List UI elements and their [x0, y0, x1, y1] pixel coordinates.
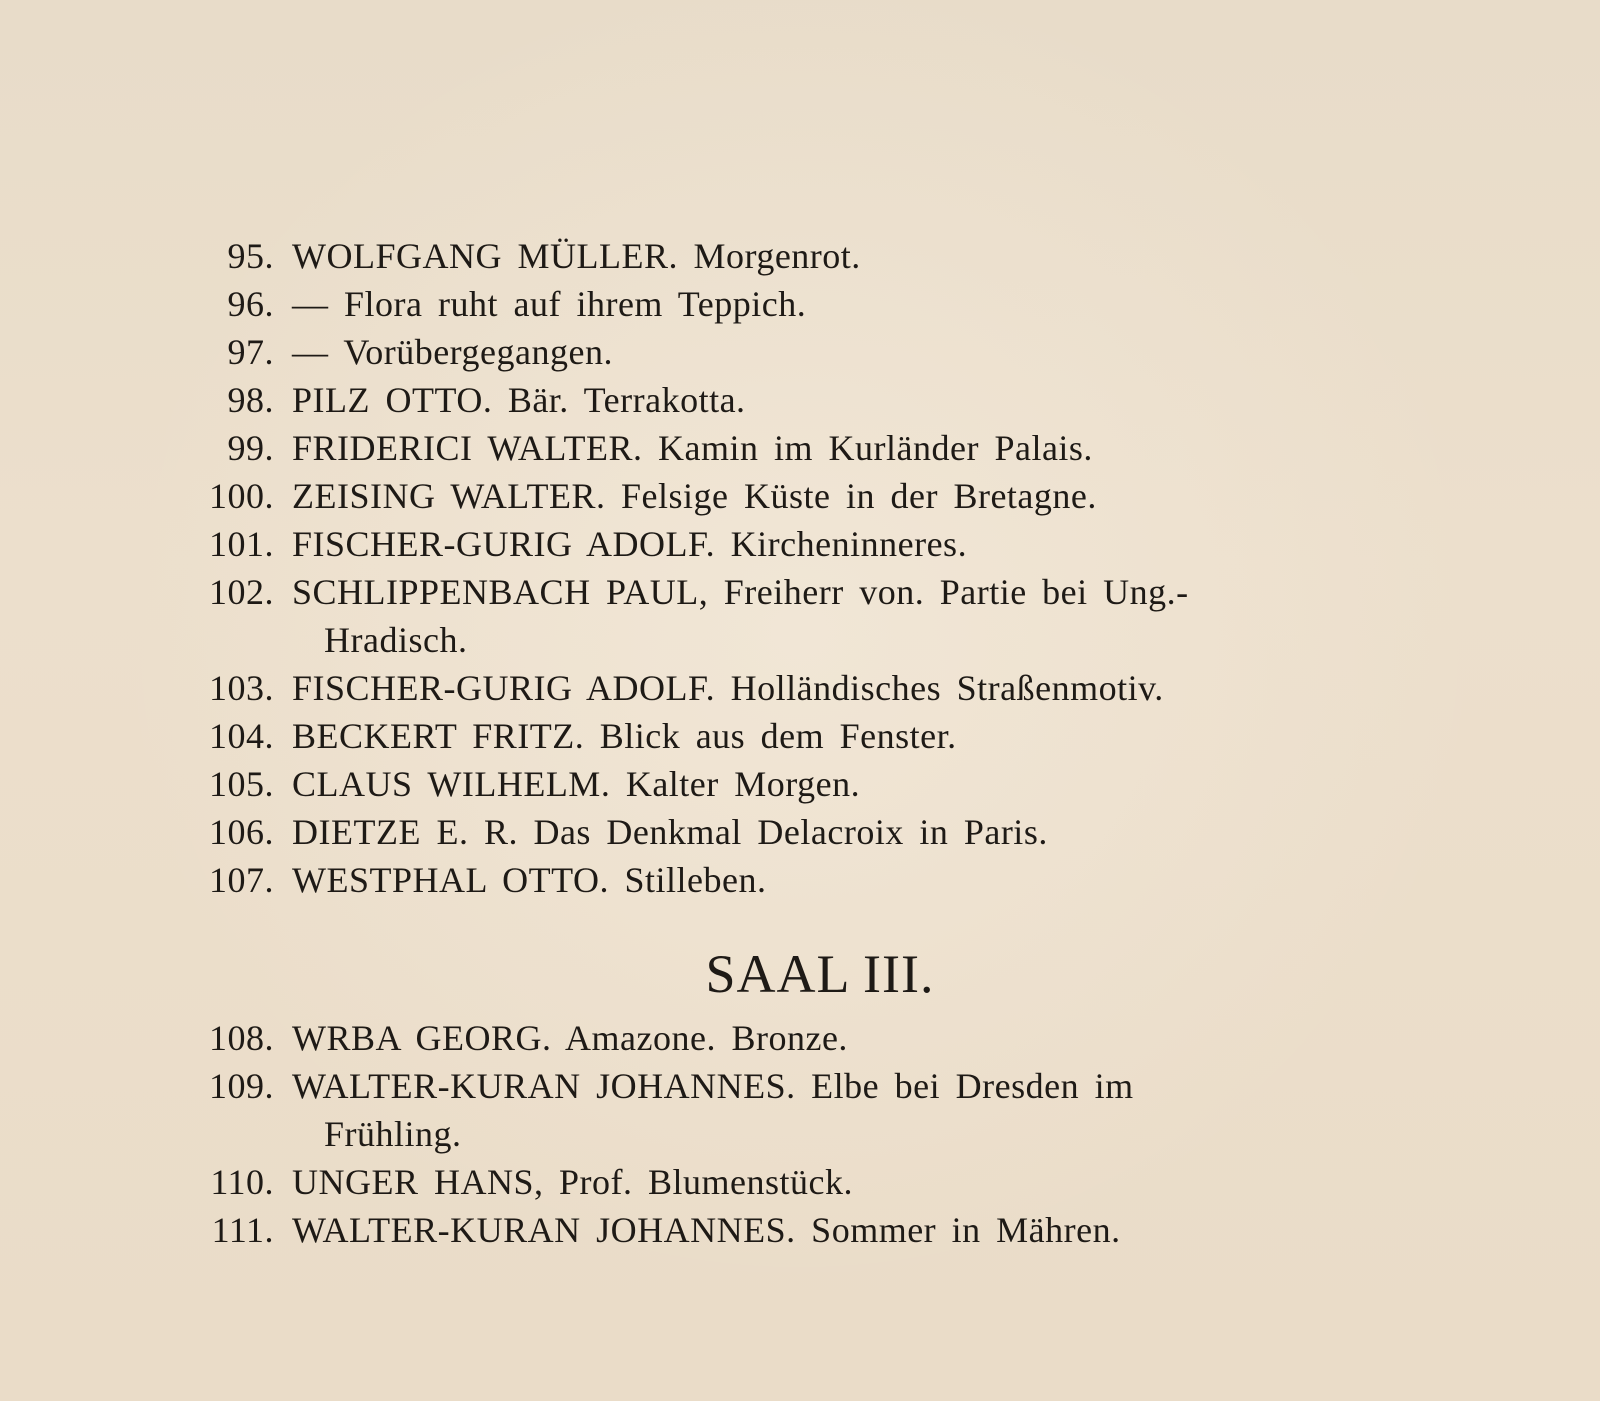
entry-text: FRIDERICI WALTER. Kamin im Kurländer Palais. — [292, 428, 1093, 468]
catalog-entry — [180, 376, 1360, 424]
catalog-entry — [180, 280, 1360, 328]
catalog-entry — [180, 856, 1360, 904]
entry-text: — Flora ruht auf ihrem Teppich. — [292, 284, 807, 324]
entry-number: 107. — [209, 860, 274, 900]
entry-number: 110. — [210, 1162, 274, 1202]
entry-text: PILZ OTTO. Bär. Terrakotta. — [292, 380, 746, 420]
entry-text: — Vorübergegangen. — [292, 332, 613, 372]
entry-number: 109. — [209, 1066, 274, 1106]
entry-number: 102. — [209, 572, 274, 612]
catalog-entry — [180, 1014, 1360, 1062]
entry-text: UNGER HANS, Prof. Blumenstück. — [292, 1162, 853, 1202]
entry-text-block — [292, 568, 1352, 664]
hall-heading: SAAL III. — [705, 944, 935, 1004]
catalog-entry — [180, 520, 1360, 568]
catalog-entry — [180, 1158, 1360, 1206]
entry-number: 111. — [211, 1210, 274, 1250]
entry-number: 103. — [209, 668, 274, 708]
catalog-entry — [180, 664, 1360, 712]
entry-text: FISCHER-GURIG ADOLF. Holländisches Straßenmotiv. — [292, 668, 1164, 708]
entry-number: 96. — [227, 284, 274, 324]
entry-number: 99. — [227, 428, 274, 468]
catalog-entry — [180, 1206, 1360, 1254]
entry-number: 104. — [209, 716, 274, 756]
entry-text: SCHLIPPENBACH PAUL, Freiherr von. Partie bei Ung.- — [292, 572, 1189, 612]
entry-text: WALTER-KURAN JOHANNES. Elbe bei Dresden im — [292, 1066, 1134, 1106]
catalog-entry — [180, 760, 1360, 808]
entry-number: 95. — [227, 236, 274, 276]
entry-text: WOLFGANG MÜLLER. Morgenrot. — [292, 236, 861, 276]
entry-number: 106. — [209, 812, 274, 852]
entry-text: ZEISING WALTER. Felsige Küste in der Bretagne. — [292, 476, 1097, 516]
entry-text: FISCHER-GURIG ADOLF. Kircheninneres. — [292, 524, 968, 564]
catalog-entry — [180, 232, 1360, 280]
entry-number: 98. — [227, 380, 274, 420]
catalog-entry — [180, 712, 1360, 760]
entry-number: 101. — [209, 524, 274, 564]
entry-text-block — [292, 1062, 1352, 1158]
catalog-entry — [180, 808, 1360, 856]
entry-text-continuation: Frühling. — [324, 1114, 462, 1154]
entry-text: DIETZE E. R. Das Denkmal Delacroix in Paris. — [292, 812, 1048, 852]
entry-number: 105. — [209, 764, 274, 804]
catalog-entry — [180, 568, 1360, 664]
entry-text: CLAUS WILHELM. Kalter Morgen. — [292, 764, 861, 804]
catalog-entry — [180, 328, 1360, 376]
catalog-entry — [180, 1062, 1360, 1158]
entry-text: BECKERT FRITZ. Blick aus dem Fenster. — [292, 716, 957, 756]
entry-number: 100. — [209, 476, 274, 516]
entry-number: 108. — [209, 1018, 274, 1058]
entry-number: 97. — [227, 332, 274, 372]
entry-text: WALTER-KURAN JOHANNES. Sommer in Mähren. — [292, 1210, 1121, 1250]
catalog-entry — [180, 424, 1360, 472]
entry-text-continuation: Hradisch. — [324, 620, 468, 660]
entry-text: WRBA GEORG. Amazone. Bronze. — [292, 1018, 848, 1058]
catalog-entry — [180, 472, 1360, 520]
entry-text: WESTPHAL OTTO. Stilleben. — [292, 860, 767, 900]
catalog-list — [180, 232, 1360, 1254]
